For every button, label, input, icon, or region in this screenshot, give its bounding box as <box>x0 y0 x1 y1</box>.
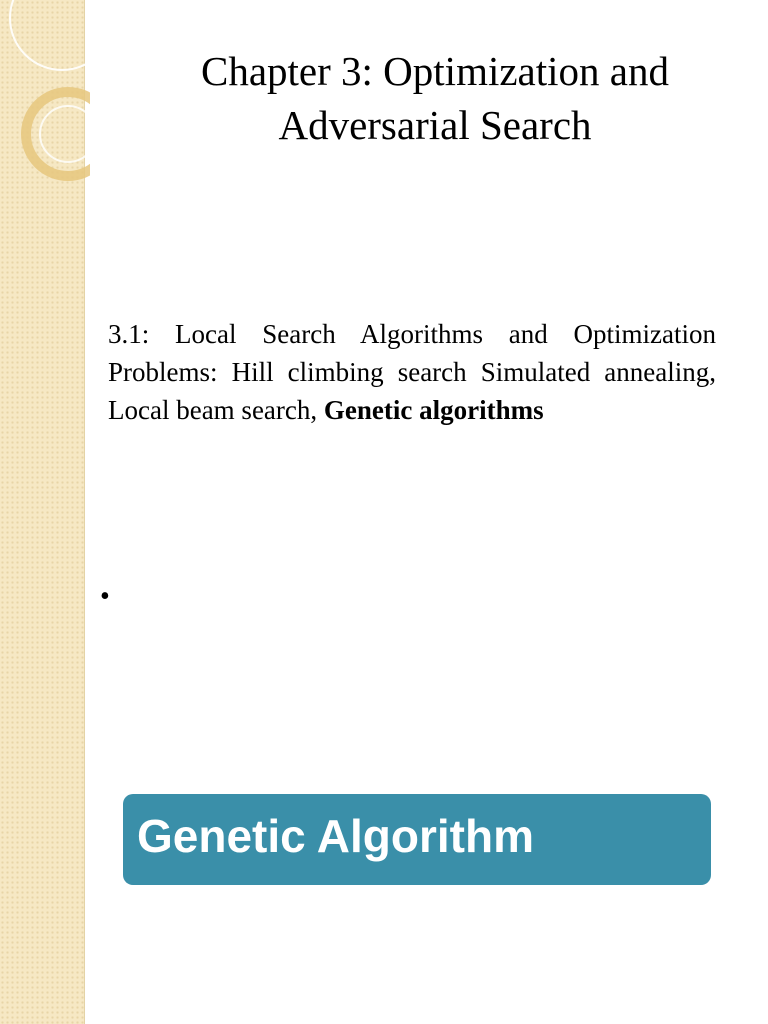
section-banner <box>123 794 711 885</box>
slide-subtitle <box>108 315 716 429</box>
banner-title: Genetic Algorithm <box>137 810 534 862</box>
subtitle-bold-text: Genetic algorithms <box>323 395 544 425</box>
subtitle-text: 3.1: Local Search Algorithms and Optimization Problems: Hill climbing search Simulated annealing, Local beam search, <box>108 319 716 425</box>
slide-title: Chapter 3: Optimization and Adversarial Search <box>201 48 669 148</box>
decorative-rings <box>0 0 90 200</box>
bullet-point: • <box>100 581 110 612</box>
